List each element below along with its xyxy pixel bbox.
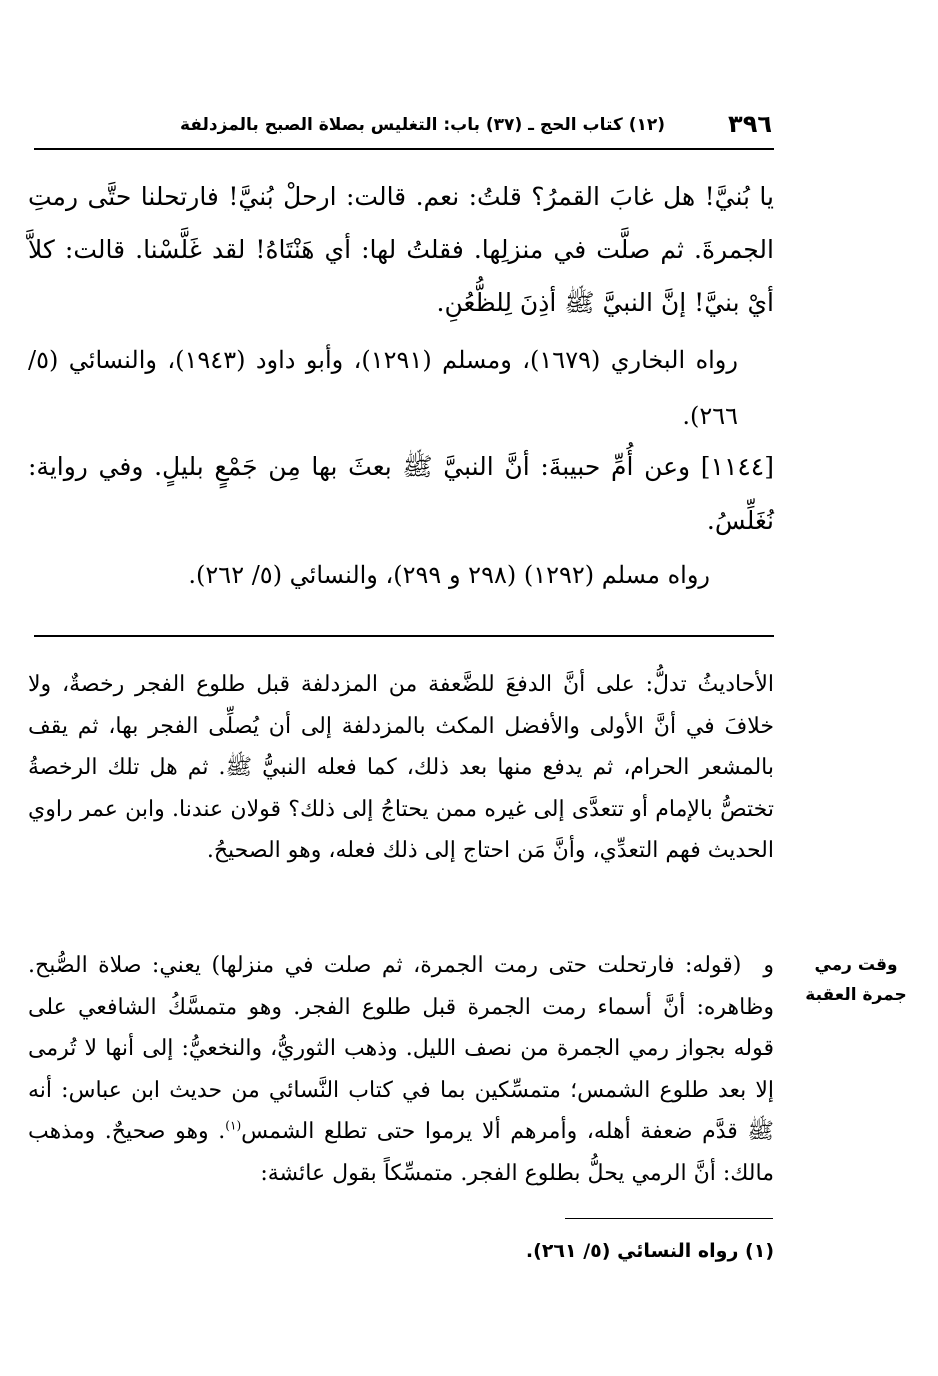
- commentary-body: (قوله: فارتحلت حتى رمت الجمرة، ثم صلت في منزلها) يعني: صلاة الصُّبح. وظاهره: أنَّ أسماء رمت الجمرة قبل طلوع الفجر. وهو متمسَّكُ الشافعي على قوله بجواز رمي الجمرة من نصف الليل. وذهب الثوريُّ، والنخعيُّ: إلى أنها لا تُرمى إلا بعد طلوع الشمس؛ متمسِّكين بما في كتاب النَّسائي من حديث ابن عباس: أنه ﷺ قدَّم ضعفة أهله، وأمرهم ألا يرموا حتى تطلع الشمس: [28, 953, 774, 1144]
- hadith-source-citation: رواه البخاري (١٦٧٩)، ومسلم (١٢٩١)، وأبو داود (١٩٤٣)، والنسائي (٥/ ٢٦٦).: [28, 346, 738, 430]
- running-title: (١٢) كتاب الحج ـ (٣٧) باب: التغليس بصلاة الصبح بالمزدلفة: [180, 115, 666, 135]
- header-rule: [34, 148, 774, 150]
- footnote-reference[interactable]: (١): [225, 1118, 242, 1133]
- commentary-paragraph-2: [28, 945, 774, 1194]
- hadith-1144-source-citation: رواه مسلم (١٢٩٢) (٢٩٨ و ٢٩٩)، والنسائي (٥/ ٢٦٢).: [188, 561, 710, 589]
- hadith-1144: [١١٤٤] وعن أُمِّ حبيبةَ: أنَّ النبيَّ ﷺ بعثَ بها مِن جَمْعٍ بليلٍ. وفي رواية: نُغَلِّسُ.: [28, 452, 774, 535]
- commentary-paragraph-1: الأحاديثُ تدلُّ: على أنَّ الدفعَ للضَّعفة من المزدلفة قبل طلوع الفجر رخصةٌ، ولا خلافَ في أنَّ الأولى والأفضل المكث بالمزدلفة إلى أن يُصلِّى الفجر بها، ثم يقف بالمشعر الحرام، ثم يدفع منها بعد ذلك، كما فعله النبيُّ ﷺ. ثم هل تلك الرخصةُ تختصُّ بالإمام أو تتعدَّى إلى غيره ممن يحتاجُ إلى ذلك؟ قولان عندنا. وابن عمر راوي الحديث فهم التعدِّي، وأنَّ مَن احتاج إلى ذلك فعله، وهو الصحيحُ.: [28, 672, 774, 863]
- section-divider: [34, 635, 774, 637]
- commentary-tail: . وهو صحيحٌ. ومذهب مالك: أنَّ الرمي يحلُّ بطلوع الفجر. متمسِّكاً بقول عائشة:: [28, 1119, 774, 1186]
- margin-note-line-2: جمرة العقبة: [805, 985, 907, 1005]
- margin-note: [796, 950, 916, 1010]
- footnote: (١) رواه النسائي (٥/ ٢٦١).: [525, 1240, 774, 1262]
- hadith-text: يا بُنيَّ! هل غابَ القمرُ؟ قلتُ: نعم. قالت: ارحلْ بُنيَّ! فارتحلنا حتَّى رمتِ الجمرةَ. ثم صلَّت في منزلِها. فقلتُ لها: أي هَنْتَاهُ! لقد غَلَّسْنا. قالت: كلاَّ أيْ بنيَّ! إنَّ النبيَّ ﷺ أذِنَ لِلظُّعُنِ.: [28, 182, 774, 317]
- page-number: ٣٩٦: [728, 110, 772, 138]
- page-header: [180, 108, 772, 140]
- margin-note-line-1: وقت رمي: [814, 955, 898, 975]
- commentary-prefix: و: [763, 953, 774, 978]
- footnote-rule: [565, 1218, 773, 1219]
